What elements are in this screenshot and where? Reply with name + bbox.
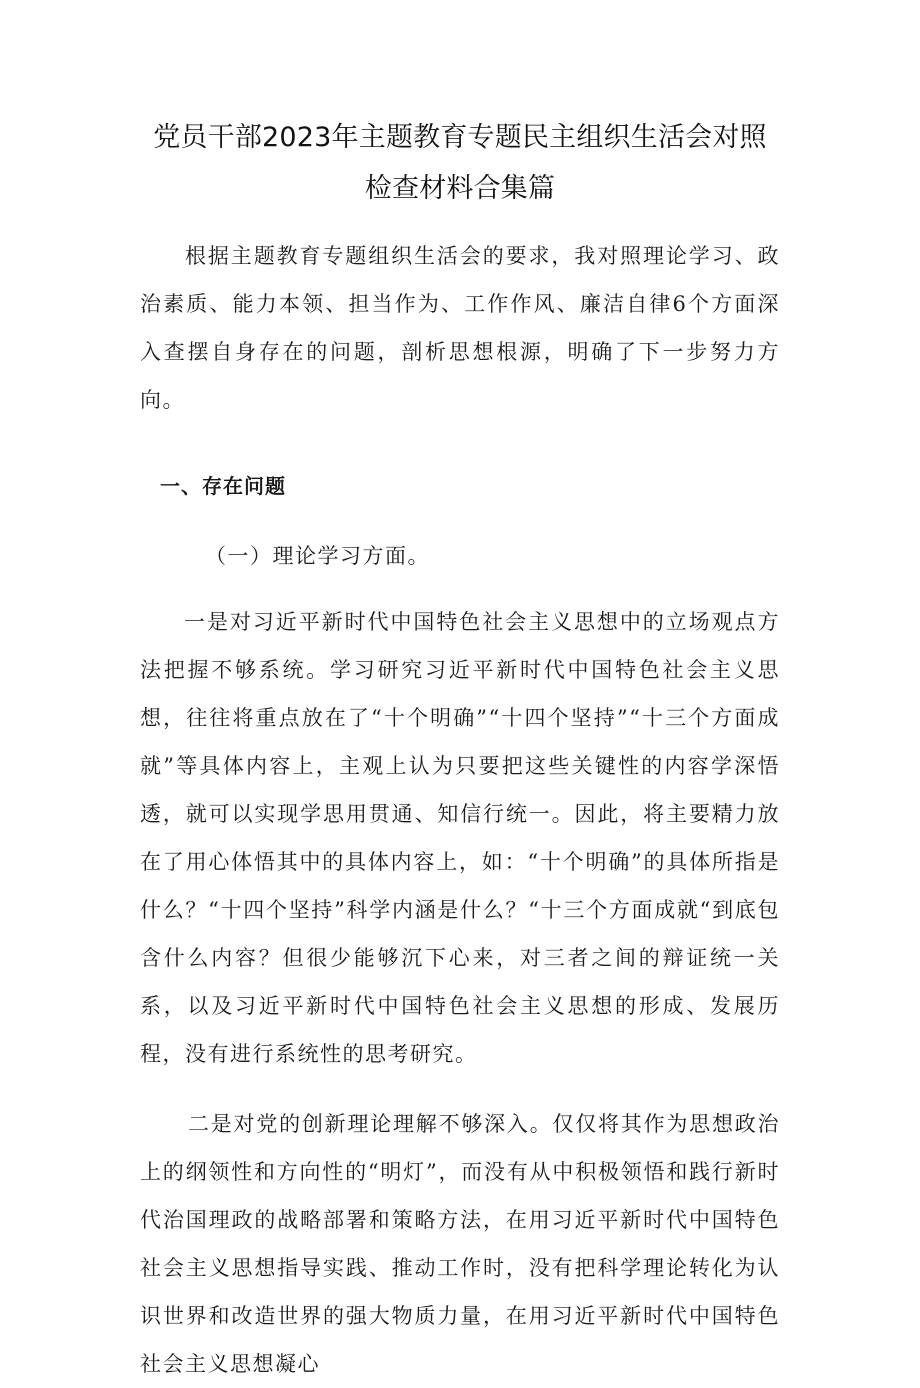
document-title — [140, 112, 780, 214]
sub-heading: （一）理论学习方面。 — [205, 544, 430, 568]
section-heading: 一、存在问题 — [160, 474, 286, 498]
body-paragraph-1: 一是对习近平新时代中国特色社会主义思想中的立场观点方法把握不够系统。学习研究习近平新时代中国特色社会主义思想，往往将重点放在了“十个明确”“十四个坚持”“十三个方面成就”等具体内容上，主观上认为只要把这些关键性的内容学深悟透，就可以实现学思用贯通、知信行统一。因此，将主要精力放在了用心体悟其中的具体内容上，如：“十个明确”的具体所指是什么？“十四个坚持”科学内涵是什么？“十三个方面成就“到底包含什么内容？但很少能够沉下心来，对三者之间的辩证统一关系，以及习近平新时代中国特色社会主义思想的形成、发展历程，没有进行系统性的思考研究。 — [140, 610, 780, 1066]
body-paragraph-2: 二是对党的创新理论理解不够深入。仅仅将其作为思想政治上的纲领性和方向性的“明灯”，而没有从中积极领悟和践行新时代治国理政的战略部署和策略方法，在用习近平新时代中国特色社会主义思想指导实践、推动工作时，没有把科学理论转化为认识世界和改造世界的强大物质力量，在用习近平新时代中国特色社会主义思想凝心 — [140, 1112, 780, 1376]
document-title-line-1: 党员干部2023年主题教育专题民主组织生活会对照 — [153, 122, 767, 153]
intro-paragraph: 根据主题教育专题组织生活会的要求，我对照理论学习、政治素质、能力本领、担当作为、工作作风、廉洁自律6个方面深入查摆自身存在的问题，剖析思想根源，明确了下一步努力方向。 — [140, 244, 780, 412]
document-title-line-2: 检查材料合集篇 — [364, 173, 556, 204]
